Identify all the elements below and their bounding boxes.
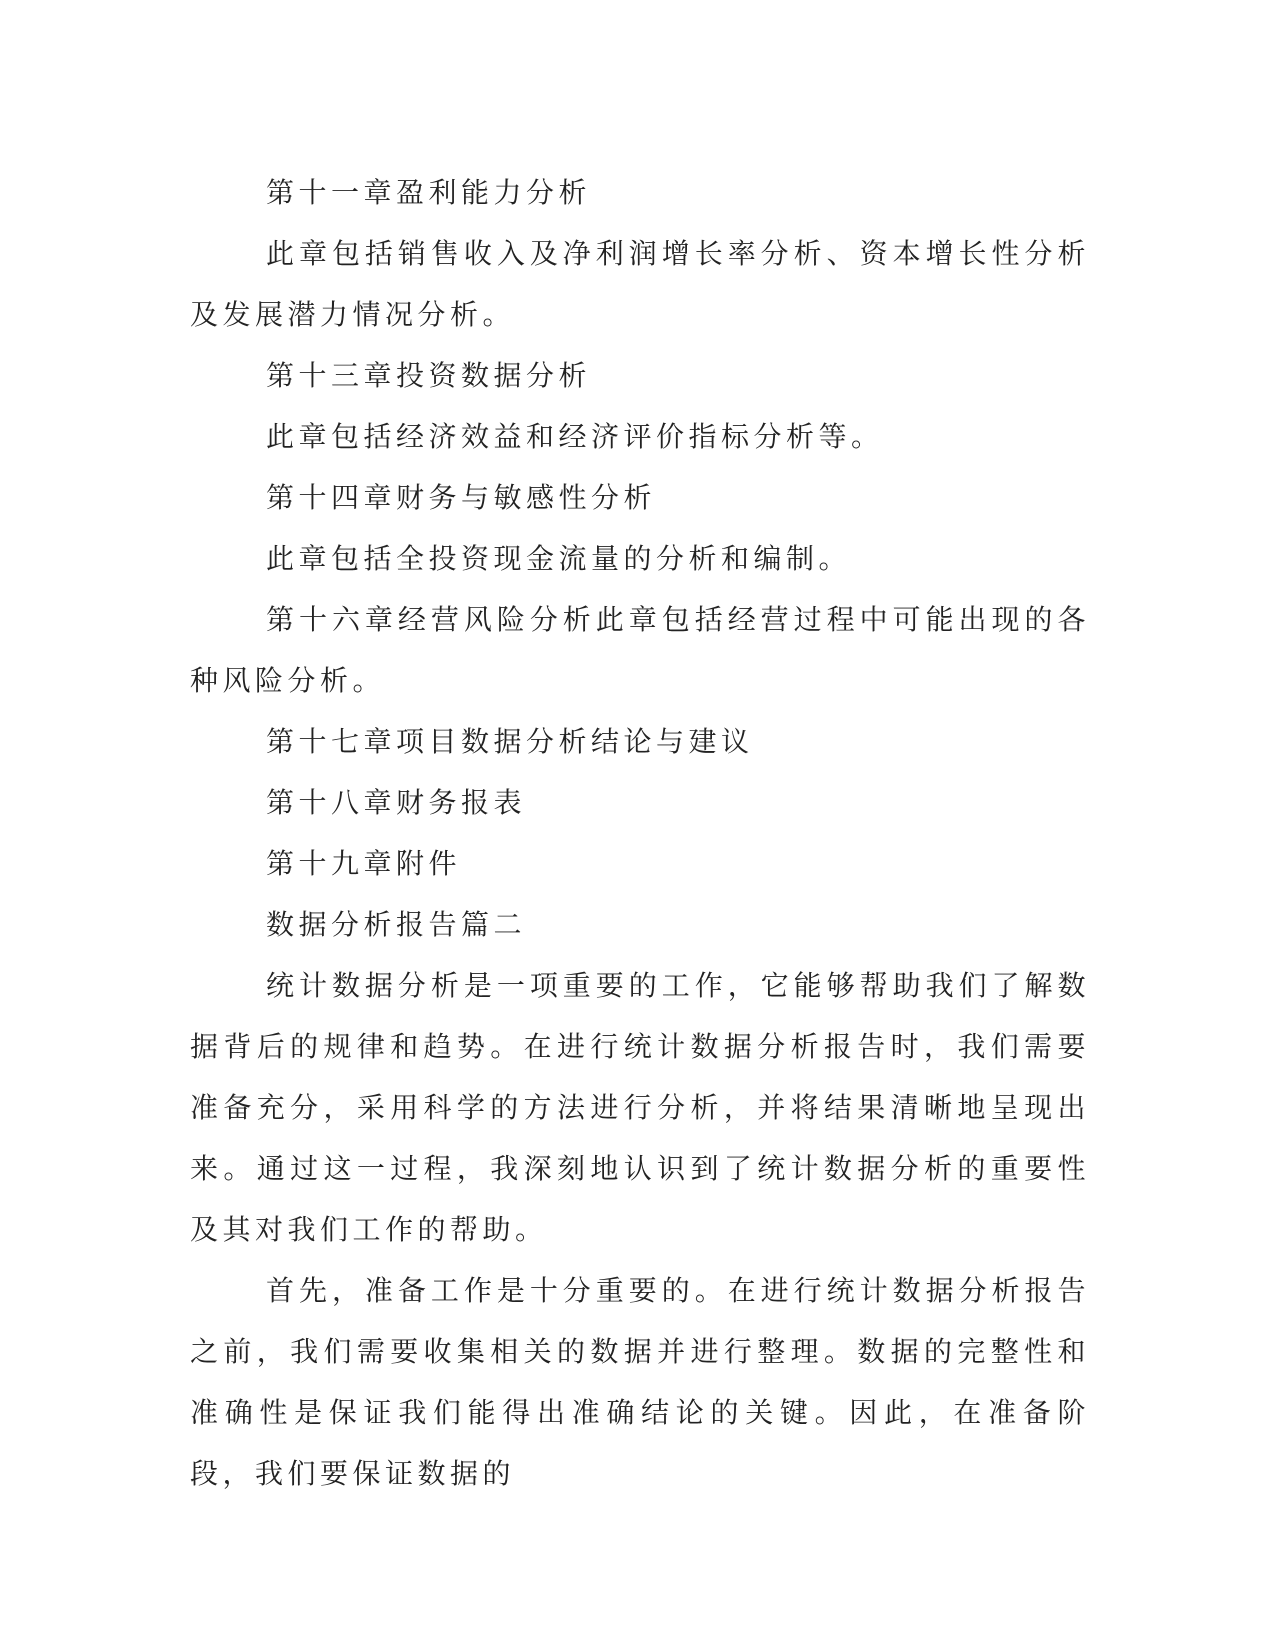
chapter-14-description: 此章包括全投资现金流量的分析和编制。 <box>266 542 852 575</box>
chapter-14-heading: 第十四章财务与敏感性分析 <box>266 481 657 514</box>
chapter-16-paragraph: 第十六章经营风险分析此章包括经营过程中可能出现的各种风险分析。 <box>190 603 1090 697</box>
document-body <box>190 162 1090 1504</box>
body-paragraph: 统计数据分析是一项重要的工作，它能够帮助我们了解数据背后的规律和趋势。在进行统计数据分析报告时，我们需要准备充分，采用科学的方法进行分析，并将结果清晰地呈现出来。通过这一过程，我深刻地认识到了统计数据分析的重要性及其对我们工作的帮助。 <box>190 969 1090 1246</box>
chapter-11-heading: 第十一章盈利能力分析 <box>266 176 592 209</box>
chapter-19-heading: 第十九章附件 <box>266 847 462 880</box>
section-title: 数据分析报告篇二 <box>266 908 527 941</box>
chapter-11-description: 此章包括销售收入及净利润增长率分析、资本增长性分析及发展潜力情况分析。 <box>190 237 1090 331</box>
chapter-13-description: 此章包括经济效益和经济评价指标分析等。 <box>266 420 884 453</box>
body-paragraph: 首先，准备工作是十分重要的。在进行统计数据分析报告之前，我们需要收集相关的数据并进行整理。数据的完整性和准确性是保证我们能得出准确结论的关键。因此，在准备阶段，我们要保证数据的 <box>190 1274 1090 1490</box>
chapter-18-heading: 第十八章财务报表 <box>266 786 527 819</box>
chapter-17-heading: 第十七章项目数据分析结论与建议 <box>266 725 754 758</box>
chapter-13-heading: 第十三章投资数据分析 <box>266 359 592 392</box>
